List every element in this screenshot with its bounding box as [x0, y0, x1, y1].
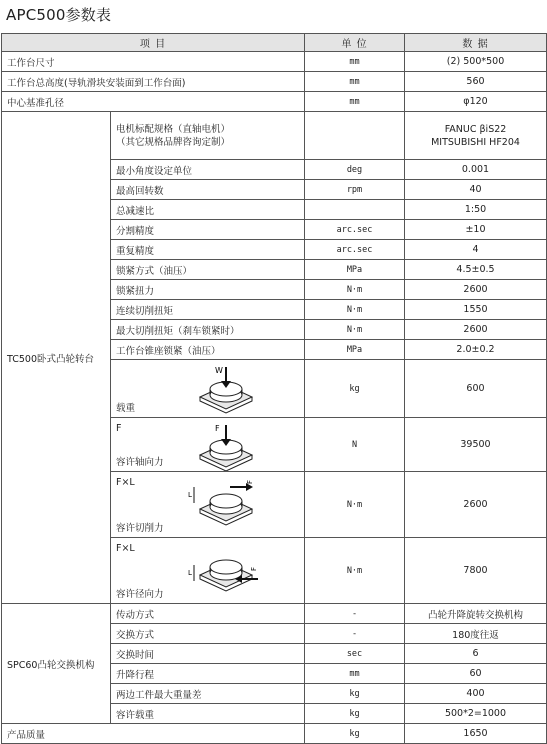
data-cell: 560 — [405, 72, 547, 92]
item-cell: 锁紧方式（油压） — [111, 260, 305, 280]
data-cell: 4.5±0.5 — [405, 260, 547, 280]
unit-cell: N — [305, 418, 405, 472]
unit-cell: MPa — [305, 260, 405, 280]
data-cell: ±10 — [405, 220, 547, 240]
diagram-bottom-label: 载重 — [116, 402, 136, 414]
data-cell: φ120 — [405, 92, 547, 112]
data-cell: 6 — [405, 644, 547, 664]
diagram-cell — [111, 538, 305, 604]
unit-cell: arc.sec — [305, 220, 405, 240]
unit-cell: N·m — [305, 280, 405, 300]
data-cell: 0.001 — [405, 160, 547, 180]
spec-table — [1, 33, 547, 744]
unit-cell: rpm — [305, 180, 405, 200]
unit-cell: kg — [305, 360, 405, 418]
table-row — [2, 92, 547, 112]
svg-text:F: F — [246, 479, 254, 484]
unit-cell: mm — [305, 664, 405, 684]
data-cell: 500*2=1000 — [405, 704, 547, 724]
svg-text:L: L — [188, 490, 192, 499]
data-cell: 1650 — [405, 724, 547, 744]
data-cell: 2600 — [405, 320, 547, 340]
force-letter: F — [215, 423, 220, 433]
item-cell: 传动方式 — [111, 604, 305, 624]
item-cell: 最高回转数 — [111, 180, 305, 200]
unit-cell: N·m — [305, 538, 405, 604]
unit-cell — [305, 200, 405, 220]
item-cell: 分割精度 — [111, 220, 305, 240]
diagram-bottom-label: 容许切削力 — [116, 522, 164, 534]
diagram-top-label: F×L — [116, 542, 135, 554]
item-cell: 容许载重 — [111, 704, 305, 724]
item-cell: 最大切削扭矩（刹车锁紧时） — [111, 320, 305, 340]
diagram-cell — [111, 360, 305, 418]
svg-text:F: F — [250, 566, 258, 571]
data-cell: (2) 500*500 — [405, 52, 547, 72]
data-cell: 39500 — [405, 418, 547, 472]
item-cell: 锁紧扭力 — [111, 280, 305, 300]
unit-cell: N·m — [305, 472, 405, 538]
data-cell: 1550 — [405, 300, 547, 320]
unit-cell: N·m — [305, 320, 405, 340]
group-label-spc60: SPC60凸轮交换机构 — [2, 604, 111, 724]
unit-cell: mm — [305, 72, 405, 92]
load-weight-icon — [186, 363, 266, 415]
item-cell: 交换方式 — [111, 624, 305, 644]
data-cell: 40 — [405, 180, 547, 200]
data-cell: 2.0±0.2 — [405, 340, 547, 360]
axial-force-icon — [186, 421, 266, 472]
table-row — [2, 724, 547, 744]
unit-cell: deg — [305, 160, 405, 180]
data-cell: 4 — [405, 240, 547, 260]
radial-force-icon — [186, 541, 266, 593]
unit-cell: - — [305, 604, 405, 624]
header-item: 项 目 — [2, 34, 305, 52]
diagram-top-label: F — [116, 422, 122, 434]
diagram-bottom-label: 容许轴向力 — [116, 456, 164, 468]
table-row — [2, 52, 547, 72]
data-cell: 600 — [405, 360, 547, 418]
item-cell: 产品质量 — [2, 724, 305, 744]
unit-cell: MPa — [305, 340, 405, 360]
data-cell: 2600 — [405, 472, 547, 538]
table-row — [2, 72, 547, 92]
diagram-cell — [111, 472, 305, 538]
data-cell — [405, 112, 547, 160]
item-cell: 交换时间 — [111, 644, 305, 664]
group-label-tc500: TC500卧式凸轮转台 — [2, 112, 111, 604]
unit-cell: kg — [305, 704, 405, 724]
motor-data-line2: MITSUBISHI HF204 — [431, 136, 520, 148]
motor-data-line1: FANUC βiS22 — [444, 123, 507, 135]
data-cell: 180度往返 — [405, 624, 547, 644]
item-cell: 两边工件最大重量差 — [111, 684, 305, 704]
header-data: 数 据 — [405, 34, 547, 52]
unit-cell: sec — [305, 644, 405, 664]
unit-cell: mm — [305, 92, 405, 112]
unit-cell: arc.sec — [305, 240, 405, 260]
unit-cell: - — [305, 624, 405, 644]
item-cell: 总减速比 — [111, 200, 305, 220]
cutting-force-icon — [186, 475, 266, 527]
diagram-cell — [111, 418, 305, 472]
header-unit: 单 位 — [305, 34, 405, 52]
data-cell: 1:50 — [405, 200, 547, 220]
table-row — [2, 604, 547, 624]
item-cell: 工作台尺寸 — [2, 52, 305, 72]
force-letter: W — [215, 365, 223, 375]
diagram-bottom-label: 容许径向力 — [116, 588, 164, 600]
unit-cell: kg — [305, 684, 405, 704]
data-cell: 凸轮升降旋转交换机构 — [405, 604, 547, 624]
item-cell: 连续切削扭矩 — [111, 300, 305, 320]
unit-cell: kg — [305, 724, 405, 744]
unit-cell: N·m — [305, 300, 405, 320]
page-title: APC500参数表 — [6, 6, 112, 24]
table-row — [2, 112, 547, 160]
table-header — [2, 34, 547, 52]
data-cell: 7800 — [405, 538, 547, 604]
motor-line1: 电机标配规格（直轴电机） — [116, 123, 231, 135]
unit-cell — [305, 112, 405, 160]
item-cell: 重复精度 — [111, 240, 305, 260]
data-cell: 60 — [405, 664, 547, 684]
data-cell: 2600 — [405, 280, 547, 300]
item-cell: 工作台锥座锁紧（油压） — [111, 340, 305, 360]
data-cell: 400 — [405, 684, 547, 704]
motor-line2: （其它规格品牌咨询定制） — [116, 136, 231, 148]
item-cell: 工作台总高度(导轨滑块安装面到工作台面) — [2, 72, 305, 92]
unit-cell: mm — [305, 52, 405, 72]
svg-text:L: L — [188, 568, 192, 577]
item-cell — [111, 112, 305, 160]
item-cell: 中心基准孔径 — [2, 92, 305, 112]
item-cell: 升降行程 — [111, 664, 305, 684]
item-cell: 最小角度设定单位 — [111, 160, 305, 180]
diagram-top-label: F×L — [116, 476, 135, 488]
